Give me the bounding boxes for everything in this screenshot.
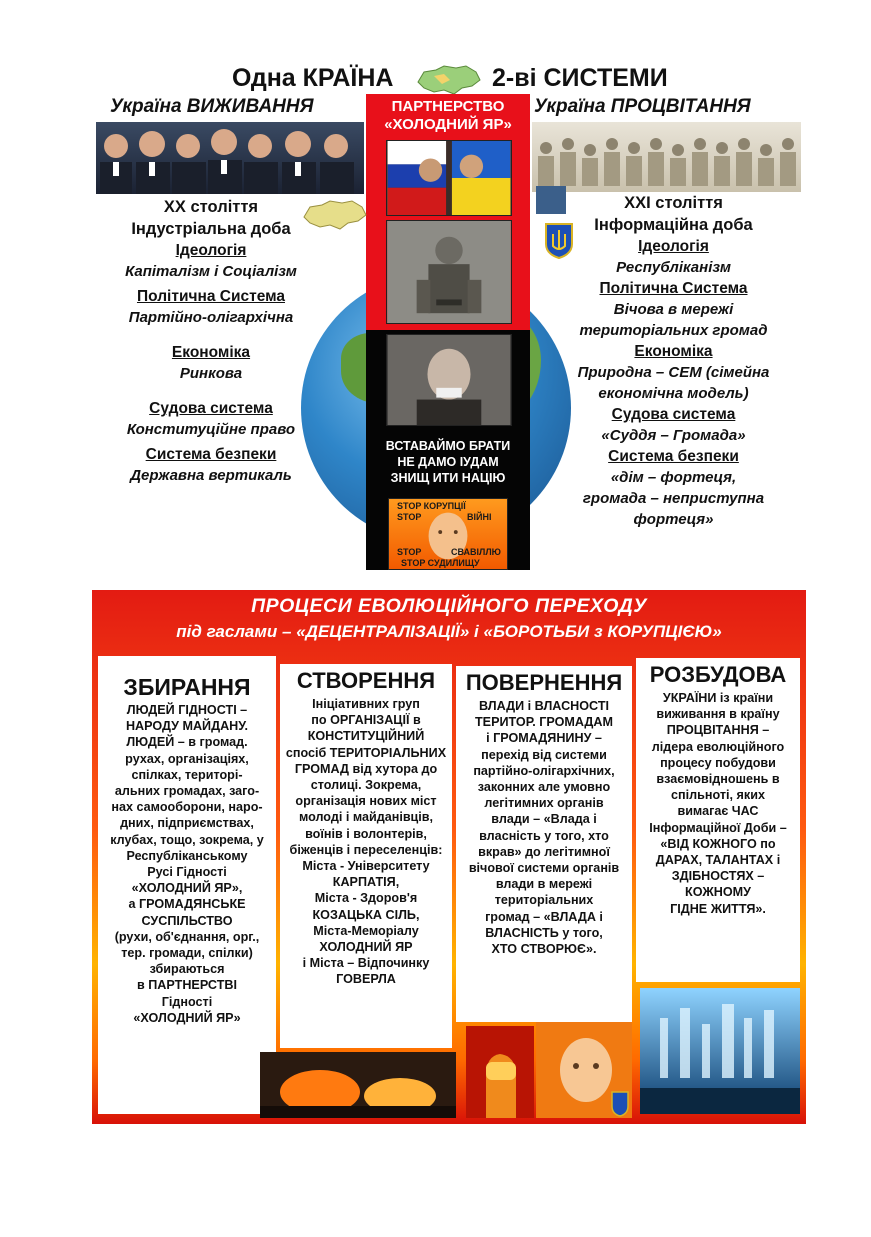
- panel-text: [456, 698, 632, 957]
- panel-line: ТЕРИТОР. ГРОМАДАМ: [474, 715, 613, 730]
- panel-line: ЗДІБНОСТЯХ –: [671, 869, 765, 884]
- bottom-poster-title-block: [92, 594, 806, 644]
- left-security-value: Державна вертикаль: [130, 467, 292, 484]
- panel-line: КОНСТИТУЦІЙНИЙ: [307, 729, 425, 744]
- panel-line: Гідності: [161, 994, 213, 1009]
- panel-line: спільноті, яких: [671, 788, 765, 803]
- slogan-line-3: ЗНИЩ ИТИ НАЦІЮ: [390, 471, 506, 485]
- right-security-value-2: громада – неприступна: [582, 490, 765, 507]
- panel-line: ХТО СТВОРЮЄ».: [491, 942, 597, 957]
- panel-line: партійно-олігархічних,: [473, 763, 615, 778]
- panel-gathering: [98, 656, 276, 1114]
- right-economy-header: Економіка: [634, 343, 713, 360]
- panel-line: ХОЛОДНИЙ ЯР: [319, 940, 413, 955]
- panel-heading: ЗБИРАННЯ: [123, 674, 251, 700]
- panel-line: ДАРАХ, ТАЛАНТАХ і: [655, 853, 781, 868]
- top-poster: [96, 58, 801, 570]
- stop-war-prefix: STOP: [397, 512, 422, 522]
- left-court-header: Судова система: [149, 400, 273, 417]
- panel-line: Ініціативних груп: [312, 697, 420, 711]
- panel-line: по ОРГАНІЗАЦІЇ в: [311, 713, 421, 728]
- panel-line: вкрав» до легітимної: [478, 844, 610, 859]
- panel-line: лідера еволюційного: [651, 739, 785, 754]
- right-era: Інформаційна доба: [594, 216, 753, 234]
- right-security-value-3: фортеця»: [633, 511, 714, 528]
- soldier-photo: [386, 220, 512, 324]
- flags-handshake-photo: [386, 140, 512, 216]
- panel-line: альних громадах, заго-: [114, 784, 260, 799]
- panel-line: біженців і переселенців:: [289, 842, 443, 857]
- right-politics-header: Політична Система: [599, 280, 748, 297]
- panel-line: Інформаційної Доби –: [649, 820, 787, 835]
- panel-line: НАРОДУ МАЙДАНУ.: [125, 719, 249, 734]
- evolution-subtitle: під гаслами – «ДЕЦЕНТРАЛІЗАЦІЇ» і «БОРОТЬБИ з КОРУПЦІЄЮ»: [176, 622, 722, 641]
- panel-line: столиці. Зокрема,: [310, 778, 422, 793]
- panel-line: «ХОЛОДНИЙ ЯР»: [133, 1010, 241, 1025]
- left-era: Індустріальна доба: [131, 220, 291, 238]
- old-man-photo: [386, 334, 512, 426]
- slogan-text: [368, 438, 528, 486]
- right-economy-value-1: Природна – СЕМ (сімейна: [577, 364, 770, 381]
- panel-heading: СТВОРЕННЯ: [296, 668, 436, 693]
- panel-line: ГОВЕРЛА: [336, 972, 396, 987]
- panel-line: влади – «Влада і: [491, 812, 597, 827]
- panel-line: громад – «ВЛАДА і: [485, 909, 603, 924]
- subtitle-survival: Україна ВИЖИВАННЯ: [110, 96, 314, 117]
- left-politics-header: Політична Система: [136, 288, 285, 305]
- stop-trials-text: STOP СУДИЛИЩУ: [401, 558, 480, 568]
- poster-title: [96, 62, 801, 96]
- panel-line: дних, підприємствах,: [120, 816, 254, 831]
- center-column: [366, 94, 530, 570]
- panel-line: нах самооборони, наро-: [111, 800, 263, 815]
- panel-line: ВЛАДИ і ВЛАСНОСТІ: [478, 699, 610, 713]
- panel-line: ЛЮДЕЙ – в громад.: [126, 735, 248, 750]
- panel-line: збираються: [149, 962, 225, 977]
- stop-corruption-poster: [388, 498, 508, 570]
- panel-line: ЛЮДЕЙ ГІДНОСТІ –: [126, 703, 248, 717]
- panel-line: вічової системи органів: [468, 861, 620, 876]
- left-court-value: Конституційне право: [126, 421, 296, 438]
- slogan-line-1: ВСТАВАЙМО БРАТИ: [385, 439, 511, 453]
- panel-line: ВЛАСНІСТЬ у того,: [485, 925, 603, 940]
- panel-line: тер. громади, спілки): [121, 946, 253, 961]
- panel-line: Міста-Меморіалу: [313, 923, 419, 938]
- panel-text: [636, 690, 800, 917]
- left-economy-value: Ринкова: [179, 365, 243, 382]
- right-economy-value-2: економічна модель): [598, 385, 749, 402]
- left-security-header: Система безпеки: [145, 446, 277, 463]
- panel-line: перехід від системи: [481, 747, 607, 762]
- panel-heading: РОЗБУДОВА: [649, 662, 787, 687]
- panel-creation: [280, 664, 452, 1048]
- panel-line: а ГРОМАДЯНСЬКЕ: [128, 897, 246, 912]
- panel-line: спілках, територі-: [131, 767, 243, 782]
- right-security-header: Система безпеки: [608, 448, 739, 465]
- panel-line: законних але умовно: [477, 780, 611, 795]
- ukraine-map-icon: [414, 62, 484, 98]
- panel-line: організація нових міст: [295, 794, 437, 809]
- panel-line: СУСПІЛЬСТВО: [141, 913, 233, 928]
- right-politics-value-2: територіальних громад: [579, 322, 768, 339]
- panel-line: спосіб ТЕРИТОРІАЛЬНИХ: [285, 745, 447, 760]
- right-ideology-header: Ідеологія: [638, 238, 709, 255]
- panel-line: КОЗАЦЬКА СІЛЬ,: [312, 907, 420, 922]
- crowd-sketch-image: [532, 122, 801, 192]
- panel-line: молоді і майданівців,: [298, 810, 434, 825]
- panel-text: [98, 702, 276, 1026]
- left-ideology-header: Ідеологія: [175, 242, 247, 259]
- panel-line: взаємовідношень в: [656, 772, 780, 787]
- panel-development: [636, 658, 800, 982]
- evolution-title: ПРОЦЕСИ ЕВОЛЮЦІЙНОГО ПЕРЕХОДУ: [251, 595, 647, 617]
- panel-line: (рухи, об'єднання, орг.,: [114, 929, 260, 944]
- panel-line: легітимних органів: [484, 796, 604, 811]
- stop-arbitrary-prefix: STOP: [397, 547, 422, 557]
- panel-line: «ХОЛОДНИЙ ЯР»,: [131, 881, 243, 896]
- panel-line: і Міста – Відпочинку: [302, 956, 430, 971]
- stop-war-text: ВІЙНІ: [467, 512, 492, 522]
- right-ideology-value: Республіканізм: [616, 259, 731, 276]
- left-system-column: [96, 196, 326, 486]
- panel-return: [456, 666, 632, 1022]
- right-security-value-1: «дім – фортеця,: [610, 469, 737, 486]
- partnership-label: ПАРТНЕРСТВО: [391, 98, 505, 115]
- panel-line: територіальних: [494, 893, 594, 908]
- panel-line: ГІДНЕ ЖИТТЯ».: [670, 901, 766, 916]
- panel-line: процесу побудови: [660, 755, 776, 770]
- right-politics-value-1: Вічова в мережі: [613, 301, 734, 318]
- maidan-fire-photo: [260, 1052, 456, 1118]
- panel-line: вимагає ЧАС: [677, 804, 759, 819]
- panel-line: воїнів і волонтерів,: [305, 826, 427, 841]
- panel-line: рухах, організаціях,: [125, 751, 249, 766]
- future-city-image: [640, 988, 800, 1114]
- right-court-header: Судова система: [611, 406, 736, 423]
- panel-line: власність у того, хто: [479, 828, 609, 843]
- panel-line: УКРАЇНИ із країни: [662, 691, 774, 705]
- slogan-line-2: НЕ ДАМО ІУДАМ: [397, 455, 499, 469]
- left-ideology-value: Капіталізм і Соціалізм: [125, 263, 297, 280]
- panel-text: [280, 696, 452, 988]
- stop-corruption-text: STOP КОРУПЦІЇ: [397, 501, 466, 511]
- panel-line: клубах, тощо, зокрема, у: [110, 832, 264, 847]
- left-politics-value: Партійно-олігархічна: [128, 309, 294, 326]
- right-century: XXI століття: [624, 194, 723, 212]
- politicians-photo: [96, 122, 364, 194]
- girl-fire-portrait: [536, 1022, 632, 1118]
- panel-line: КОЖНОМУ: [685, 885, 751, 900]
- left-economy-header: Економіка: [171, 344, 251, 361]
- left-century: XX століття: [163, 198, 259, 216]
- panel-line: влади в мережі: [495, 877, 593, 892]
- panel-line: Міста - Університету: [302, 859, 430, 874]
- cold-ravine-label: «ХОЛОДНИЙ ЯР»: [384, 116, 512, 133]
- panel-heading: ПОВЕРНЕННЯ: [465, 670, 623, 695]
- panel-line: Республіканському: [126, 848, 248, 863]
- panel-line: «ВІД КОЖНОГО по: [660, 836, 776, 851]
- title-two-systems: 2-ві СИСТЕМИ: [492, 64, 668, 92]
- right-system-column: [546, 192, 801, 530]
- title-one-country: Одна КРАЇНА: [232, 64, 394, 92]
- panel-line: і ГРОМАДЯНИНУ –: [486, 731, 602, 746]
- stop-arbitrary-text: СВАВІЛЛЮ: [451, 547, 501, 557]
- panel-line: Міста - Здоров'я: [314, 891, 418, 906]
- panel-line: Русі Гідності: [147, 865, 227, 880]
- right-court-value: «Суддя – Громада»: [601, 427, 746, 444]
- bottom-poster: [92, 590, 806, 1124]
- panel-line: в ПАРТНЕРСТВІ: [137, 978, 237, 993]
- panel-line: виживання в країну: [656, 707, 780, 722]
- raised-fist-fire-image: [466, 1026, 534, 1118]
- panel-line: КАРПАТІЯ,: [332, 875, 400, 890]
- panel-line: ГРОМАД від хутора до: [294, 761, 438, 776]
- panel-line: ПРОЦВІТАННЯ –: [666, 723, 770, 738]
- subtitle-prosperity: Україна ПРОЦВІТАННЯ: [534, 96, 751, 117]
